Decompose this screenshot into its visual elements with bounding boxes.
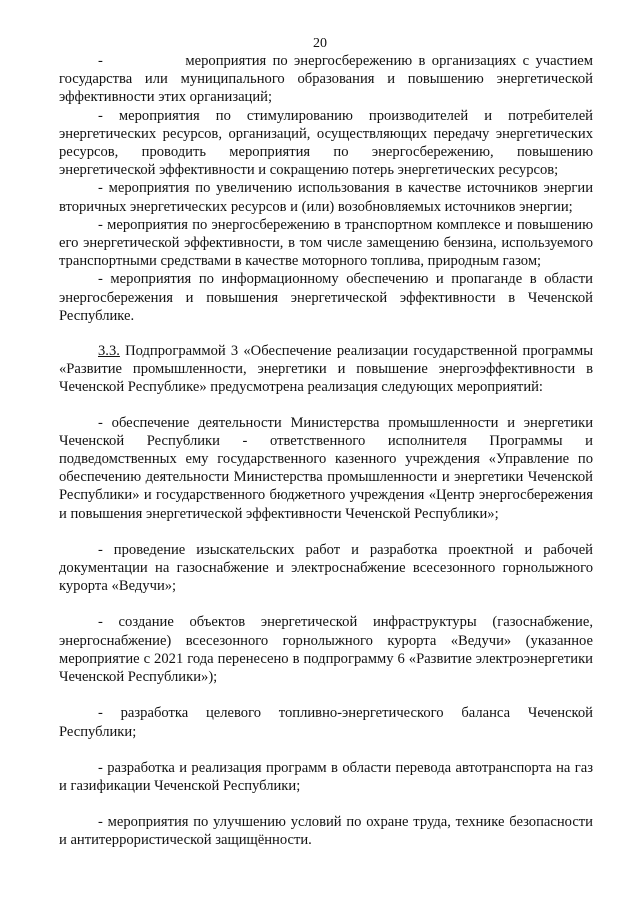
section-paragraph xyxy=(59,342,593,397)
page-number: 20 xyxy=(313,36,327,51)
list-item: - разработка и реализация программ в области перевода автотранспорта на газ и газификации Чеченской Республики; xyxy=(59,759,593,794)
section-number: 3.3. xyxy=(98,343,120,360)
list-item: - обеспечение деятельности Министерства промышленности и энергетики Чеченской Республики - ответственного исполнителя Программы и подведомственных ему государственного казенного учреждения «Управление по обеспечению деятельности Министерства промышленности и энергетики Чеченской Республики» и государственного бюджетного учреждения «Центр энергосбережения и повышения энергетической эффективности Чеченской Республики»; xyxy=(59,414,593,522)
list-item: - мероприятия по улучшению условий по охране труда, технике безопасности и антитеррористической защищённости. xyxy=(59,814,593,849)
list-item: - разработка целевого топливно-энергетического баланса Чеченской Республики; xyxy=(59,705,593,740)
list-item: - проведение изыскательских работ и разработка проектной и рабочей документации на газоснабжение и электроснабжение всесезонного горнолыжного курорта «Ведучи»; xyxy=(59,541,593,595)
list-item: - мероприятия по энергосбережению в организациях с участием государства или муниципального образования и повышению энергетической эффективности этих организаций; xyxy=(59,53,593,106)
list-item: - мероприятия по информационному обеспечению и пропаганде в области энергосбережения и повышения энергетической эффективности в Чеченской Республике. xyxy=(59,271,593,324)
section-text: Подпрограммой 3 «Обеспечение реализации государственной программы «Развитие промышленности, энергетики и повышение энергоэффективности в Чеченской Республике» предусмотрена реализация следующих мероприятий: xyxy=(59,343,593,396)
list-item: - создание объектов энергетической инфраструктуры (газоснабжение, энергоснабжение) всесезонного горнолыжного курорта «Ведучи» (указанное мероприятие с 2021 года перенесено в подпрограмму 6 «Развитие электроэнергетики Чеченской Республики»); xyxy=(59,614,593,686)
list-item: - мероприятия по увеличению использования в качестве источников энергии вторичных энергетических ресурсов и (или) возобновляемых источников энергии; xyxy=(59,180,593,215)
list-item: - мероприятия по стимулированию производителей и потребителей энергетических ресурсов, организаций, осуществляющих передачу энергетических ресурсов, проводить мероприятия по энергосбережению, повышению энергетической эффективности и сокращению потерь энергетических ресурсов; xyxy=(59,107,593,179)
list-item: - мероприятия по энергосбережению в транспортном комплексе и повышению его энергетической эффективности, в том числе замещению бензина, используемого транспортными средствами в качестве моторного топлива, природным газом; xyxy=(59,216,593,270)
document-body xyxy=(59,52,593,850)
